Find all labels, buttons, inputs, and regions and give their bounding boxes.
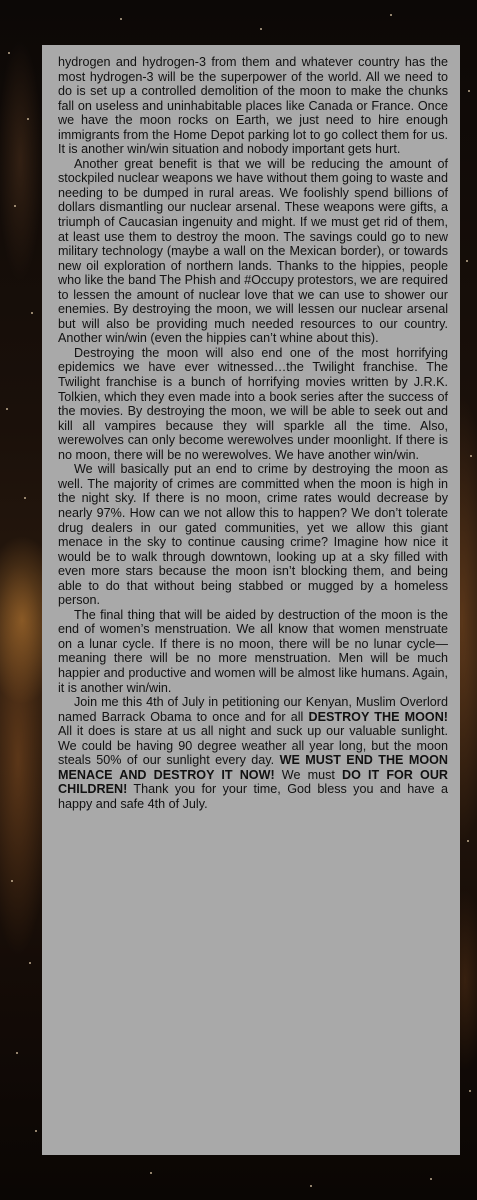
star — [150, 1172, 152, 1174]
star — [6, 408, 8, 410]
paragraph-1: hydrogen and hydrogen-3 from them and whatever country has the most hydrogen-3 will be the superpower of the world. All we need to do is set up a controlled demolition of the moon to make the chunks fall on useless and uninhabitable places like Canada or France. Once we have the moon rocks on Earth, we just need to hire enough immigrants from the Home Depot parking lot to go collect them for us. It is another win/win situation and nobody important gets hurt. — [58, 55, 448, 157]
star — [27, 118, 29, 120]
paragraph-2: Another great benefit is that we will be reducing the amount of stockpiled nuclear weapons we have without them going to waste and needing to be dumped in rural areas. We foolishly spend billions of dollars dismantling our nuclear arsenal. These weapons were gifts, a triumph of Caucasian ingenuity and might. If we must get rid of them, at least use them to destroy the moon. The savings could go to new military technology (maybe a wall on the Mexican border), or towards new oil exploration of northern lands. Thanks to the hippies, people who like the band The Phish and #Occupy protestors, we are required to lessen the amount of nuclear love that we can use to shower our enemies. By destroying the moon, we will lessen our nuclear arsenal but will also be providing much needed resources to our country. Another win/win (even the hippies can’t whine about this). — [58, 156, 448, 346]
star — [120, 18, 122, 20]
article-panel — [42, 45, 460, 1155]
do-it-for-our-children-callout: DO IT FOR OUR CHILDREN! — [58, 767, 449, 797]
paragraph-6-text-2: All it does is stare at us all night and suck up our valuable sunlight. We could be having 90 degree weather all year long, but the moon steals 50% of our sunlight every day. — [58, 724, 448, 768]
star — [16, 1052, 18, 1054]
paragraph-6-text-4: Thank you for your time, God bless you and have a happy and safe 4th of July. — [58, 782, 448, 811]
star — [11, 880, 13, 882]
paragraph-6 — [58, 695, 448, 811]
star — [8, 52, 10, 54]
star — [260, 28, 262, 30]
paragraph-6-text-1: Join me this 4th of July in petitioning our Kenyan, Muslim Overlord named Barrack Obama to once and for all — [58, 695, 448, 724]
star — [430, 1178, 432, 1180]
star — [466, 260, 468, 262]
star — [470, 455, 472, 457]
paragraph-4: We will basically put an end to crime by destroying the moon as well. The majority of crimes are committed when the moon is high in the night sky. If there is no moon, crime rates would decrease by nearly 97%. How can we not allow this to happen? We don’t tolerate drug dealers in our gated communities, yet we allow this giant menace in the sky to continue causing crime? Imagine how nice it would be to walk through downtown, looking up at a sky filled with even more stars because the moon isn’t blocking them, and being able to do that without being stabbed or mugged by a homeless person. — [58, 462, 448, 608]
end-the-moon-menace-callout: WE MUST END THE MOON MENACE AND DESTROY IT NOW! — [58, 753, 449, 782]
star — [24, 497, 26, 499]
paragraph-3: Destroying the moon will also end one of the most horrifying epidemics we have ever witnessed…the Twilight franchise. The Twilight franchise is a bunch of horrifying movies written by J.R.K. Tolkien, which they even made into a book series after the success of the movies. By destroying the moon, we will be able to seek out and kill all vampires because they will sparkle all the time. Also, werewolves can only become werewolves under moonlight. If there is no moon, there will be no werewolves. We have another win/win. — [58, 345, 448, 462]
paragraph-6-text-3: We must — [274, 767, 342, 782]
star — [467, 840, 469, 842]
star — [469, 1090, 471, 1092]
paragraph-5: The final thing that will be aided by destruction of the moon is the end of women’s menstruation. We all know that women menstruate on a lunar cycle. If there is no moon, there will be no lunar cycle—meaning there will be no more menstruation. Men will be much happier and productive and women will be almost like humans. Again, it is another win/win. — [58, 607, 448, 695]
article-text — [58, 55, 448, 811]
star — [14, 205, 16, 207]
destroy-the-moon-callout: DESTROY THE MOON! — [308, 709, 448, 724]
star — [35, 1130, 37, 1132]
star — [310, 1185, 312, 1187]
star — [29, 962, 31, 964]
star — [390, 14, 392, 16]
star — [31, 312, 33, 314]
star — [468, 90, 470, 92]
